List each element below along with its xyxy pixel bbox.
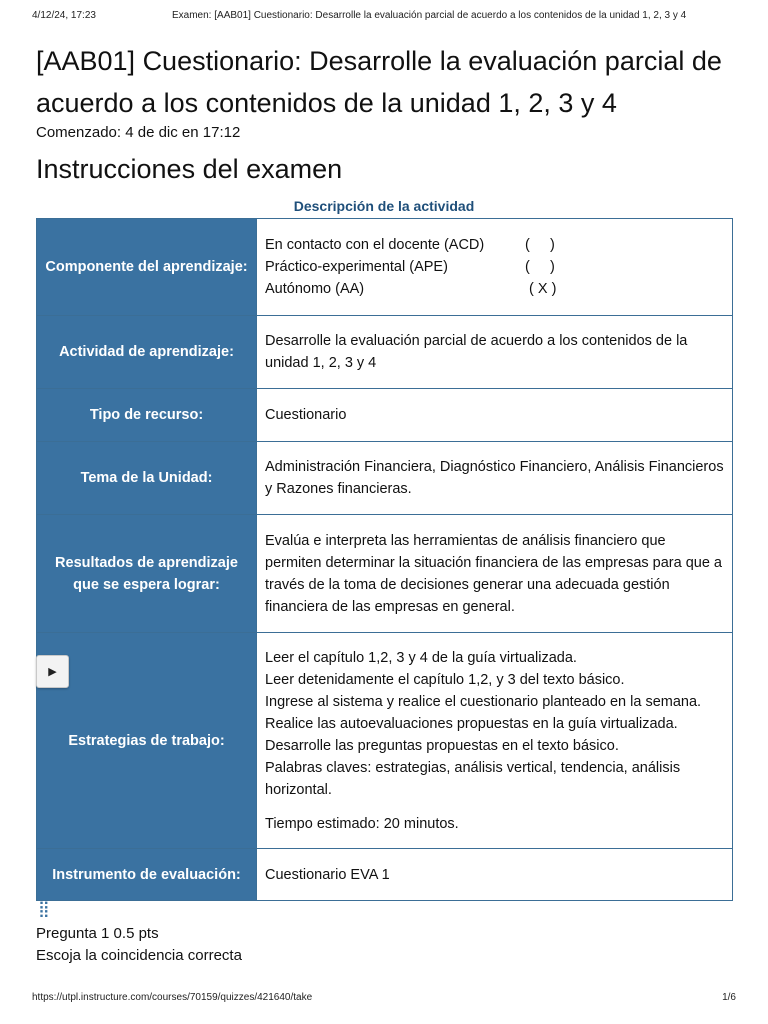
component-option-aa: [265, 278, 724, 300]
page-number: 1/6: [722, 992, 736, 1003]
strategies-value: [257, 633, 733, 849]
print-header: [32, 10, 736, 26]
activity-description-table: [36, 218, 733, 901]
instrument-label: Instrumento de evaluación:: [37, 849, 257, 901]
component-option-acd: [265, 234, 724, 256]
question-points: Pregunta 1 0.5 pts: [36, 925, 159, 942]
component-option-name: En contacto con el docente (ACD): [265, 237, 485, 253]
question-prompt: Escoja la coincidencia correcta: [36, 947, 242, 964]
strategy-line: Palabras claves: estrategias, análisis vertical, tendencia, análisis horizontal.: [265, 759, 681, 798]
component-option-name: Práctico-experimental (APE): [265, 259, 448, 275]
component-option-mark: ( X ): [525, 281, 557, 297]
instructions-heading: Instrucciones del examen: [36, 154, 343, 184]
component-options: [257, 219, 733, 316]
table-row-instrument: [37, 849, 733, 901]
print-date: 4/12/24, 17:23: [32, 10, 96, 21]
component-option-name: Autónomo (AA): [265, 281, 365, 297]
table-row-activity: [37, 316, 733, 389]
strategy-line: Desarrolle las preguntas propuestas en el texto básico.: [265, 737, 619, 754]
resource-value: Cuestionario: [257, 389, 733, 442]
table-row-outcomes: [37, 515, 733, 633]
table-row-resource: [37, 389, 733, 442]
table-row-component: [37, 219, 733, 316]
component-option-ape: [265, 256, 724, 278]
component-option-mark: ( ): [525, 237, 555, 253]
drag-handle-icon[interactable]: ⣿: [38, 901, 50, 918]
table-row-strategies: [37, 633, 733, 849]
play-button[interactable]: [36, 655, 69, 688]
exam-title: [AAB01] Cuestionario: Desarrolle la evaluación parcial de acuerdo a los contenidos de la unidad 1, 2, 3 y 4: [36, 46, 722, 118]
estimated-time: Tiempo estimado: 20 minutos.: [265, 815, 459, 832]
play-icon: ▶: [48, 666, 57, 678]
activity-value: Desarrolle la evaluación parcial de acuerdo a los contenidos de la unidad 1, 2, 3 y 4: [257, 316, 733, 389]
strategy-line: Realice las autoevaluaciones propuestas en la guía virtualizada.: [265, 715, 678, 732]
strategy-line: Leer el capítulo 1,2, 3 y 4 de la guía virtualizada.: [265, 649, 577, 666]
outcomes-label: Resultados de aprendizaje que se espera lograr:: [37, 515, 257, 633]
instrument-value: Cuestionario EVA 1: [257, 849, 733, 901]
strategies-label: Estrategias de trabajo:: [37, 633, 257, 849]
resource-label: Tipo de recurso:: [37, 389, 257, 442]
activity-table-caption: Descripción de la actividad: [293, 198, 475, 214]
activity-label: Actividad de aprendizaje:: [37, 316, 257, 389]
topic-value: Administración Financiera, Diagnóstico Financiero, Análisis Financieros y Razones financieras.: [257, 442, 733, 515]
print-footer: [32, 992, 736, 1006]
table-row-topic: [37, 442, 733, 515]
strategy-line: Ingrese al sistema y realice el cuestionario planteado en la semana.: [265, 693, 702, 710]
topic-label: Tema de la Unidad:: [37, 442, 257, 515]
outcomes-value: Evalúa e interpreta las herramientas de análisis financiero que permiten determinar la situación financiera de las empresas para que a través de la toma de decisiones generar una adecuada gestión financiera de las empresas en general.: [257, 515, 733, 633]
component-label: Componente del aprendizaje:: [37, 219, 257, 316]
strategy-line: Leer detenidamente el capítulo 1,2, y 3 del texto básico.: [265, 671, 625, 688]
start-timestamp: Comenzado: 4 de dic en 17:12: [36, 124, 241, 141]
component-option-mark: ( ): [525, 259, 555, 275]
print-url: https://utpl.instructure.com/courses/70159/quizzes/421640/take: [32, 992, 313, 1003]
print-document-title: Examen: [AAB01] Cuestionario: Desarrolle la evaluación parcial de acuerdo a los contenidos de la unidad 1, 2, 3 y 4: [172, 10, 687, 21]
